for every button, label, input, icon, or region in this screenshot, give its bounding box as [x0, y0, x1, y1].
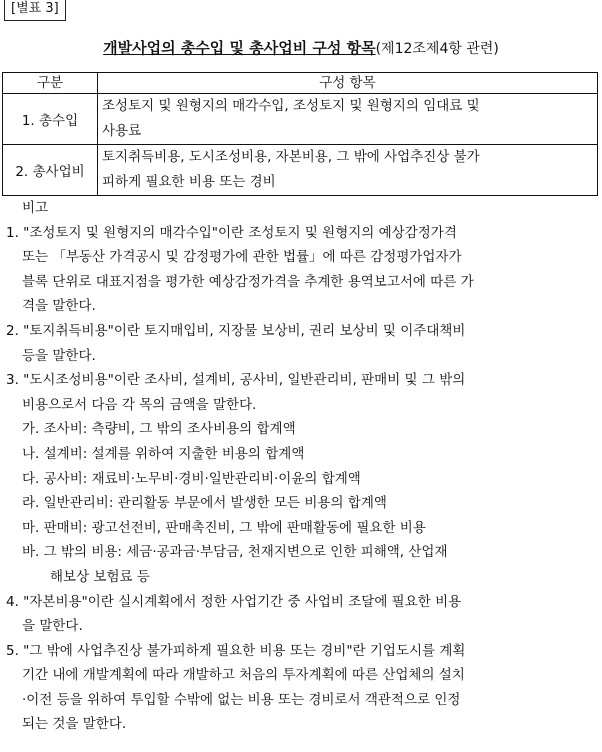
header-items: 구성 항목 — [98, 73, 598, 94]
remark-line: 되는 것을 말한다. — [22, 716, 127, 733]
table-header-row — [3, 73, 598, 94]
remark-subitem: 바. 그 밖의 비용: 세금·공과금·부담금, 천재지변으로 인한 피해액, 산업재 — [22, 544, 448, 561]
document-title — [0, 38, 602, 59]
remark-subitem: 해보상 보험료 등 — [50, 568, 150, 585]
title-reference: (제12조제4항 관련) — [375, 41, 499, 57]
remarks-heading: 비고 — [22, 200, 49, 216]
remarks-section — [6, 196, 596, 737]
remark-subitem: 마. 판매비: 광고선전비, 판매촉진비, 그 밖에 판매활동에 필요한 비용 — [22, 519, 426, 536]
row-label-revenue: 1. 총수입 — [3, 94, 98, 145]
remark-line: 격을 말한다. — [22, 298, 96, 315]
remark-line: 3. "도시조성비용"이란 조사비, 설계비, 공사비, 일반관리비, 판매비 및 그 밖의 — [6, 372, 466, 389]
remark-line: 블록 단위로 대표지점을 평가한 예상감정가격을 추계한 용역보고서에 따른 가 — [22, 273, 474, 290]
remark-line: 1. "조성토지 및 원형지의 매각수입"이란 조성토지 및 원형지의 예상감정가격 — [6, 224, 457, 241]
remark-subitem: 다. 공사비: 재료비·노무비·경비·일반관리비·이윤의 합계액 — [22, 470, 361, 487]
header-category: 구분 — [3, 73, 98, 94]
remark-line: ·이전 등을 위하여 투입할 수밖에 없는 비용 또는 경비로서 객관적으로 인정 — [22, 691, 461, 708]
row-body-cost — [98, 145, 598, 196]
remark-line: 2. "토지취득비용"이란 토지매입비, 지장물 보상비, 권리 보상비 및 이주대책비 — [6, 322, 466, 339]
remark-line: 비용으로서 다음 각 목의 금액을 말한다. — [22, 396, 257, 413]
table-row — [3, 94, 598, 145]
cell-line: 토지취득비용, 도시조성비용, 자본비용, 그 밖에 사업추진상 불가 — [102, 149, 480, 165]
annex-tag: [별표 3] — [4, 0, 66, 21]
cell-line: 피하게 필요한 비용 또는 경비 — [102, 174, 276, 190]
row-label-cost: 2. 총사업비 — [3, 145, 98, 196]
composition-table — [2, 72, 598, 196]
remark-subitem: 라. 일반관리비: 관리활동 부문에서 발생한 모든 비용의 합계액 — [22, 495, 387, 512]
row-body-revenue — [98, 94, 598, 145]
remark-line: 또는 「부동산 가격공시 및 감정평가에 관한 법률」에 따른 감정평가업자가 — [22, 249, 462, 266]
remark-line: 5. "그 밖에 사업추진상 불가피하게 필요한 비용 또는 경비"란 기업도시를 계획 — [6, 642, 466, 659]
remark-line: 4. "자본비용"이란 실시계획에서 정한 사업기간 중 사업비 조달에 필요한 비용 — [6, 593, 462, 610]
remark-subitem: 나. 설계비: 설계를 위하여 지출한 비용의 합계액 — [22, 445, 305, 462]
cell-line: 조성토지 및 원형지의 매각수입, 조성토지 및 원형지의 임대료 및 — [102, 98, 480, 114]
remark-subitem: 가. 조사비: 측량비, 그 밖의 조사비용의 합계액 — [22, 421, 296, 438]
remark-line: 기간 내에 개발계획에 따라 개발하고 처음의 투자계획에 따른 산업체의 설치 — [22, 667, 465, 684]
title-main: 개발사업의 총수입 및 총사업비 구성 항목 — [103, 39, 376, 57]
remark-line: 등을 말한다. — [22, 347, 96, 364]
table-row — [3, 145, 598, 196]
cell-line: 사용료 — [102, 123, 142, 139]
remark-line: 을 말한다. — [22, 618, 83, 635]
